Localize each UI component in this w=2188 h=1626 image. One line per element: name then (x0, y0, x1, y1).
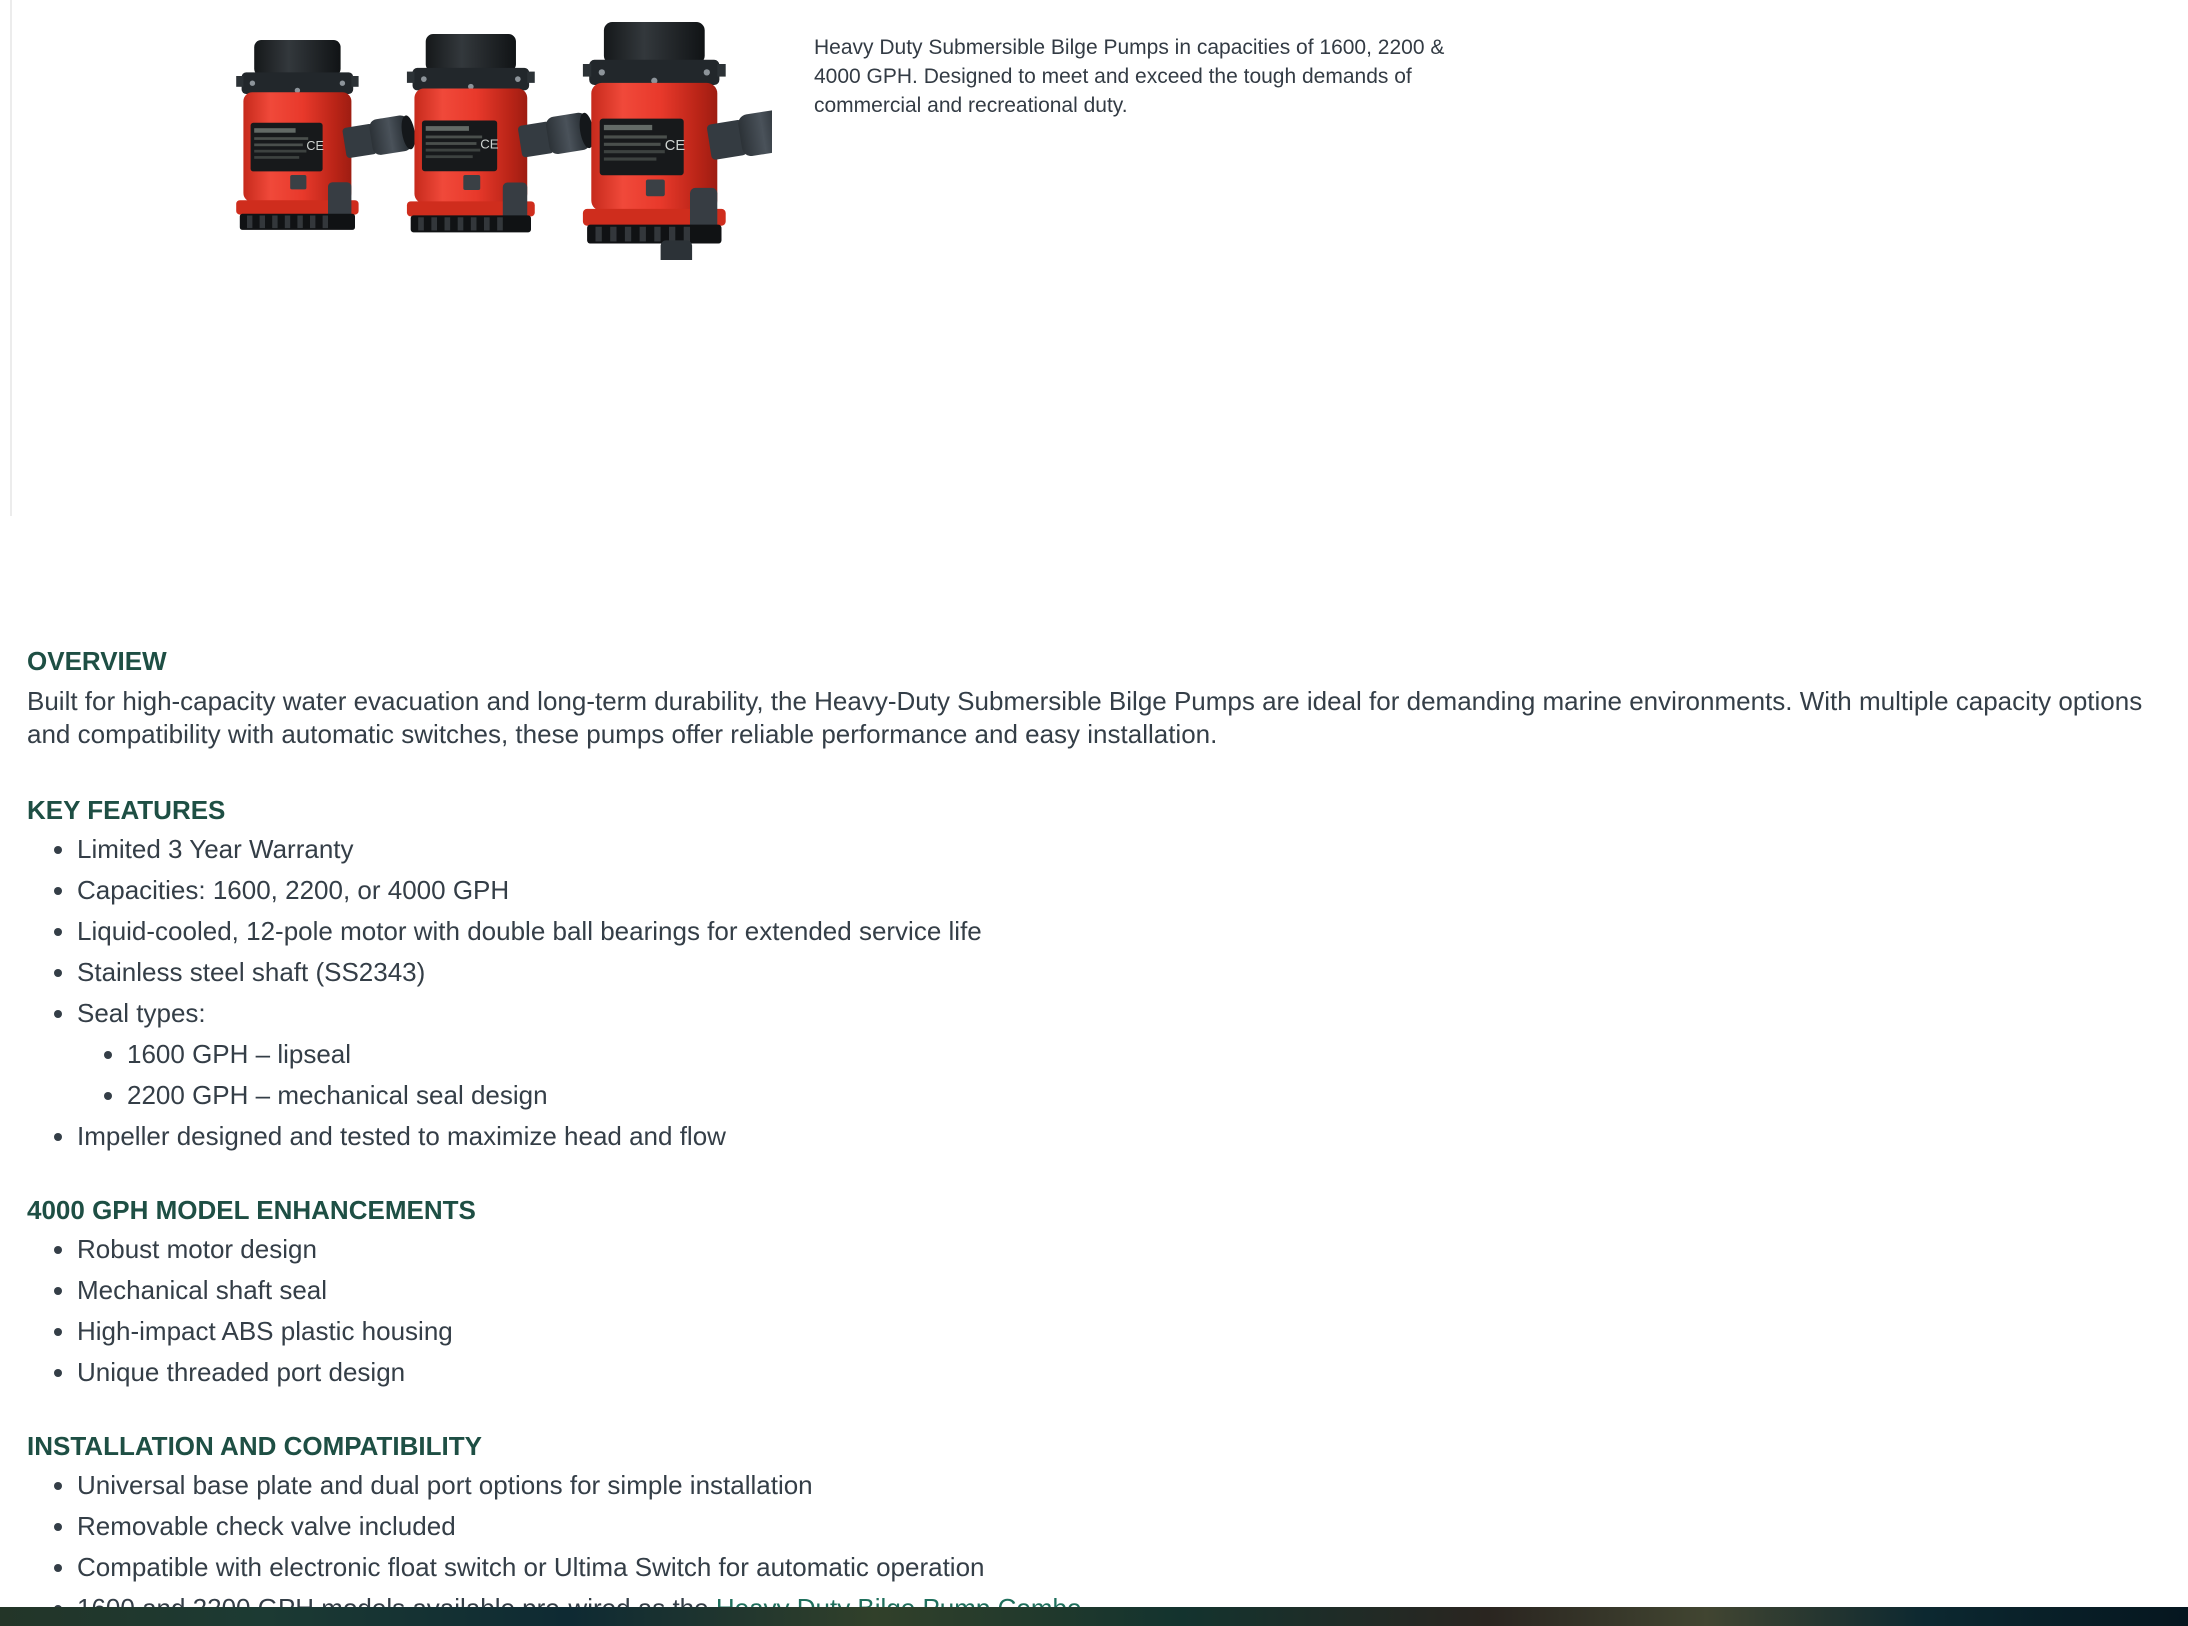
list-item: • Impeller designed and tested to maximize head and flow (77, 1121, 2157, 1151)
installation-heading: INSTALLATION AND COMPATIBILITY (27, 1431, 482, 1461)
enhancements-heading: 4000 GPH MODEL ENHANCEMENTS (27, 1195, 476, 1225)
seal-types-label: Seal types: (77, 998, 206, 1028)
list-item (77, 998, 2157, 1110)
list-item: • Limited 3 Year Warranty (77, 834, 2157, 864)
seal-types-sublist (77, 1039, 2157, 1110)
overview-paragraph: Built for high-capacity water evacuation and long-term durability, the Heavy-Duty Submersible Bilge Pumps are ideal for demanding marine environments. With multiple capacity options and compatibility with automatic switches, these pumps offer reliable performance and easy installation. (27, 686, 2143, 749)
list-item: • Compatible with electronic float switch or Ultima Switch for automatic operation (77, 1552, 2157, 1582)
list-item: • 2200 GPH – mechanical seal design (127, 1080, 2157, 1110)
list-item: • 1600 GPH – lipseal (127, 1039, 2157, 1069)
product-media-panel (10, 0, 2182, 516)
list-item: • Capacities: 1600, 2200, or 4000 GPH (77, 875, 2157, 905)
list-item: • Robust motor design (77, 1234, 2157, 1264)
installation-list (27, 1470, 2157, 1623)
list-item: • Mechanical shaft seal (77, 1275, 2157, 1305)
enhancements-list (27, 1234, 2157, 1387)
key-features-heading: KEY FEATURES (27, 795, 226, 825)
list-item: • Universal base plate and dual port options for simple installation (77, 1470, 2157, 1500)
product-intro-text: Heavy Duty Submersible Bilge Pumps in capacities of 1600, 2200 & 4000 GPH. Designed to meet and exceed the tough demands of commercial and recreational duty. (814, 36, 1445, 117)
footer-photo-strip (0, 1607, 2188, 1626)
list-item: • Removable check valve included (77, 1511, 2157, 1541)
product-description-content (27, 646, 2157, 1626)
key-features-list (27, 834, 2157, 1151)
overview-heading: OVERVIEW (27, 646, 167, 676)
list-item: • Stainless steel shaft (SS2343) (77, 957, 2157, 987)
product-image-bilge-pumps (212, 20, 772, 260)
list-item: • Unique threaded port design (77, 1357, 2157, 1387)
list-item: • High-impact ABS plastic housing (77, 1316, 2157, 1346)
list-item: • Liquid-cooled, 12-pole motor with double ball bearings for extended service life (77, 916, 2157, 946)
